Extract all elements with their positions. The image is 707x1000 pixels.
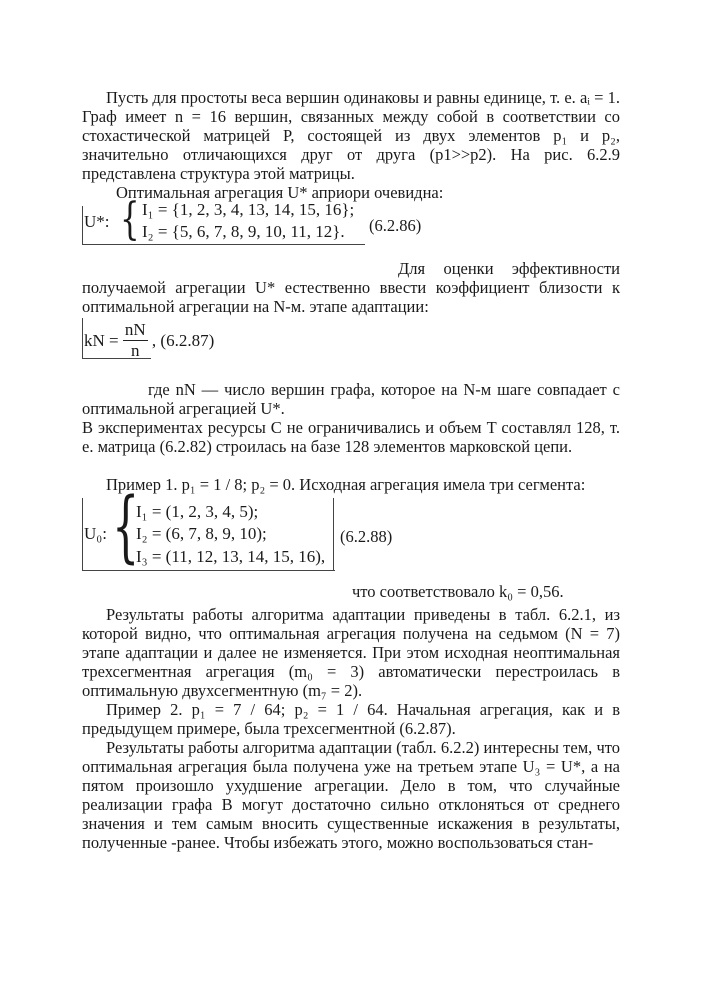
- paragraph-3: Для оценки эффективности получаемой агрегации U* естественно ввести коэффициент близости к оптимальной агрегации на N-м. этапе адаптации:: [82, 259, 620, 316]
- formula-88-number: (6.2.88): [340, 527, 393, 546]
- paragraph-4: где nN — число вершин графа, которое на N-м шаге совпадает с оптимальной агрегацией U*.: [82, 380, 620, 418]
- formula-88-line3: I₃ = (11, 12, 13, 14, 15, 16),: [136, 547, 326, 566]
- formula-86-brace: {: [120, 194, 140, 245]
- paragraph-1: Пусть для простоты веса вершин одинаковы и равны единице, т. е. aᵢ = 1. Граф имеет n = 16 вершин, связанных между собой в соответствии со стохастической матрицей P, состоящей из двух элементов p₁ и p₂, значительно отличающихся друг от друга (p1>>p2). На рис. 6.2.9 представлена структура этой матрицы.: [82, 88, 620, 183]
- formula-86-label: U*:: [84, 212, 110, 231]
- paragraph-5: В экспериментах ресурсы C не ограничивались и объем T составлял 128, т. е. матрица (6.2.82) строилась на базе 128 элементов марковской цепи.: [82, 418, 620, 456]
- formula-88-line1: I₁ = (1, 2, 3, 4, 5);: [136, 502, 259, 521]
- formula-87-fraction: [123, 320, 148, 361]
- paragraph-7: что соответствовало k₀ = 0,56.: [352, 582, 564, 601]
- formula-87-lhs: kN =: [84, 331, 119, 350]
- formula-86-line1: I₁ = {1, 2, 3, 4, 13, 14, 15, 16};: [142, 200, 355, 219]
- formula-88-line2: I₂ = (6, 7, 8, 9, 10);: [136, 524, 267, 543]
- paragraph-6: Пример 1. p₁ = 1 / 8; p₂ = 0. Исходная агрегация имела три сегмента:: [106, 475, 586, 494]
- formula-87: [84, 320, 214, 361]
- formula-88-label: U₀:: [84, 524, 107, 543]
- paragraph-9: Пример 2. p₁ = 7 / 64; p₂ = 1 / 64. Начальная агрегация, как и в предыдущем примере, была трехсегментной (6.2.87).: [82, 700, 620, 738]
- formula-86-number: (6.2.86): [369, 216, 422, 235]
- formula-87-numerator: nN: [124, 320, 146, 339]
- paragraph-2: Оптимальная агрегация U* априори очевидна:: [116, 183, 444, 202]
- formula-88-right-bar: [333, 498, 334, 570]
- paragraph-10: Результаты работы алгоритма адаптации (табл. 6.2.2) интересны тем, что оптимальная агрегация была получена уже на третьем этапе U₃ = U*, а на пятом произошло ухудшение агрегации. Дело в том, что случайные реализации графа B могут достаточно сильно отклоняться от среднего значения и тем самым вносить существенные искажения в результаты, полученные -ранее. Чтобы избежать этого, можно воспользоваться стан-: [82, 738, 620, 852]
- formula-88-brace: {: [112, 482, 140, 572]
- paragraph-8: Результаты работы алгоритма адаптации приведены в табл. 6.2.1, из которой видно, что оптимальная агрегация получена на седьмом (N = 7) этапе адаптации и далее не изменяется. При этом исходная неоптимальная трехсегментная агрегация (m₀ = 3) автоматически перестроилась в оптимальную двухсегментную (m₇ = 2).: [82, 605, 620, 700]
- formula-86-line2: I₂ = {5, 6, 7, 8, 9, 10, 11, 12}.: [142, 222, 345, 241]
- formula-87-number: , (6.2.87): [151, 331, 215, 350]
- formula-87-denominator: n: [131, 341, 140, 360]
